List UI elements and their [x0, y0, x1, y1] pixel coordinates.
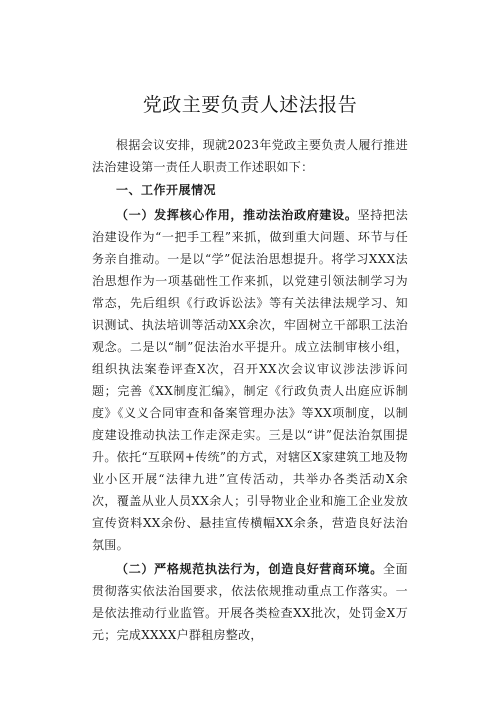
- paragraph-item-2-body: 全面贯彻落实依法治国要求，依法依规推动重点工作落实。一是依法推动行业监管。开展各类检查XX批次，处罚金X万元；完成XXXX户群租房整改，: [92, 562, 408, 642]
- intro-paragraph: 根据会议安排，现就2023年党政主要负责人履行推进法治建设第一责任人职责工作述职如下：: [92, 138, 408, 174]
- paragraph-item-2-lead: （二）严格规范执法行为，创造良好营商环境。: [116, 562, 383, 576]
- section-heading: 一、工作开展情况: [116, 183, 217, 197]
- paragraph-item-1-lead: （一）发挥核心作用，推动法治政府建设。: [116, 208, 358, 222]
- document-title: 党政主要负责人述法报告: [142, 94, 358, 116]
- paragraph-item-2: [92, 558, 408, 646]
- paragraph-item-1: [92, 204, 408, 556]
- document-body: [92, 92, 408, 646]
- paragraph-item-1-body: 坚持把法治建设作为“一把手工程”来抓，做到重大问题、环节与任务亲自推动。一是以“学”促法治思想提升。将学习XXX法治思想作为一项基础性工作来抓，以党建引领法制学习为常态，先后组织《行政诉讼法》等有关法律法规学习、知识测试、执法培训等活动XX余次，牢固树立干部职工法治观念。二是以“制”促法治水平提升。成立法制审核小组，组织执法案卷评查X次，召开XX次会议审议涉法涉诉问题；完善《XX制度汇编》，制定《行政负责人出庭应诉制度》《义义合同审查和备案管理办法》等XX项制度，以制度建设推动执法工作走深走实。三是以“讲”促法治氛围提升。依托“互联网+传统”的方式，对辖区X家建筑工地及物业小区开展“法律九进”宣传活动，共举办各类活动X余次，覆盖从业人员XX余人；引导物业企业和施工企业发放宣传资料XX余份、悬挂宣传横幅XX余条，营造良好法治氛围。: [92, 208, 409, 552]
